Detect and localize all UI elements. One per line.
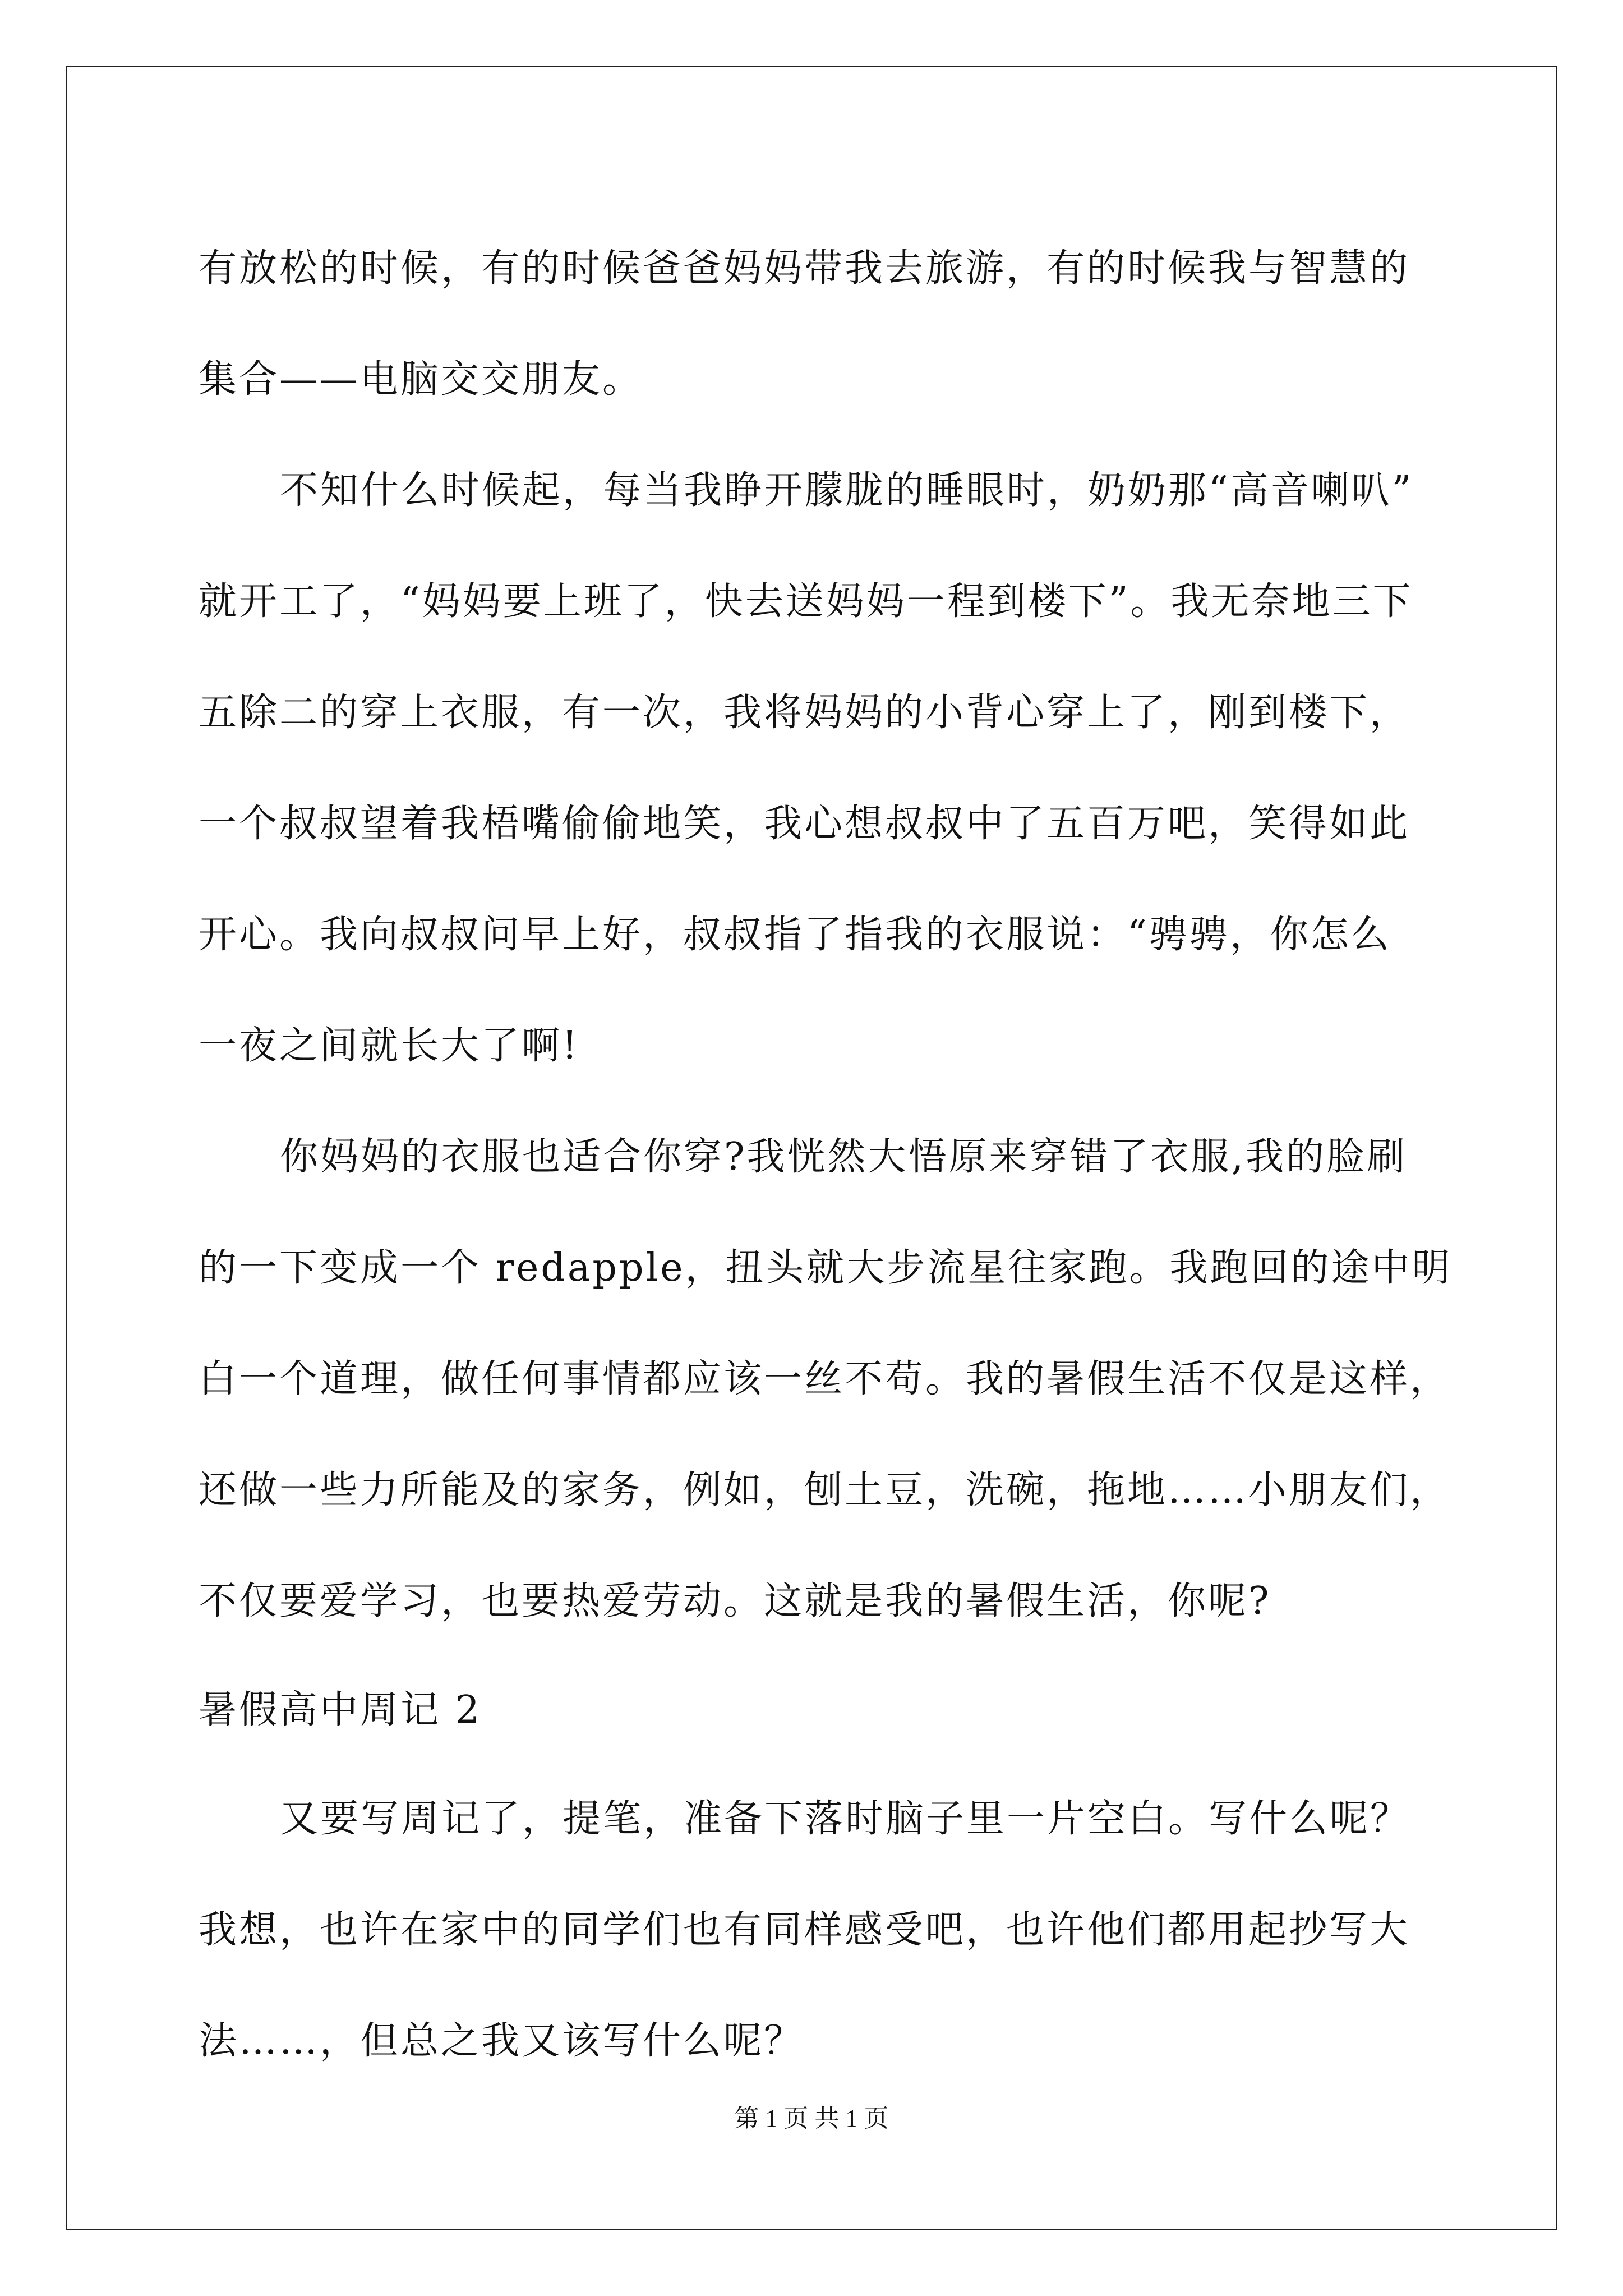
text-line-indented: 你妈妈的衣服也适合你穿?我恍然大悟原来穿错了衣服,我的脸刷 xyxy=(280,1135,1408,1179)
text-line-indented: 又要写周记了，提笔，准备下落时脑子里一片空白。写什么呢？ xyxy=(280,1797,1411,1841)
text-line: 的一下变成一个 redapple，扭头就大步流星往家跑。我跑回的途中明 xyxy=(199,1246,1453,1290)
text-line: 集合——电脑交交朋友。 xyxy=(199,357,643,402)
document-body xyxy=(199,213,1453,2097)
text-line: 白一个道理，做任何事情都应该一丝不苟。我的暑假生活不仅是这样， xyxy=(199,1357,1451,1401)
text-line: 法……，但总之我又该写什么呢？ xyxy=(199,2019,805,2063)
text-line: 就开工了，“妈妈要上班了，快去送妈妈一程到楼下”。我无奈地三下 xyxy=(199,579,1413,624)
text-line: 不仅要爱学习，也要热爱劳动。这就是我的暑假生活，你呢? xyxy=(199,1579,1271,1623)
text-line: 一夜之间就长大了啊! xyxy=(199,1024,580,1068)
text-line: 有放松的时候，有的时候爸爸妈妈带我去旅游，有的时候我与智慧的 xyxy=(199,246,1410,291)
text-line: 开心。我向叔叔问早上好，叔叔指了指我的衣服说：“骋骋，你怎么 xyxy=(199,913,1391,957)
section-heading: 暑假高中周记 2 xyxy=(199,1688,482,1732)
text-line: 五除二的穿上衣服，有一次，我将妈妈的小背心穿上了，刚到楼下， xyxy=(199,691,1410,735)
text-line-indented: 不知什么时候起，每当我睁开朦胧的睡眼时，奶奶那“高音喇叭” xyxy=(280,468,1414,513)
text-line: 一个叔叔望着我梧嘴偷偷地笑，我心想叔叔中了五百万吧，笑得如此 xyxy=(199,802,1410,846)
page-number-footer: 第 1 页 共 1 页 xyxy=(734,2105,889,2132)
text-line: 还做一些力所能及的家务，例如，刨土豆，洗碗，拖地……小朋友们， xyxy=(199,1468,1451,1512)
text-line: 我想，也许在家中的同学们也有同样感受吧，也许他们都用起抄写大 xyxy=(199,1908,1410,1952)
